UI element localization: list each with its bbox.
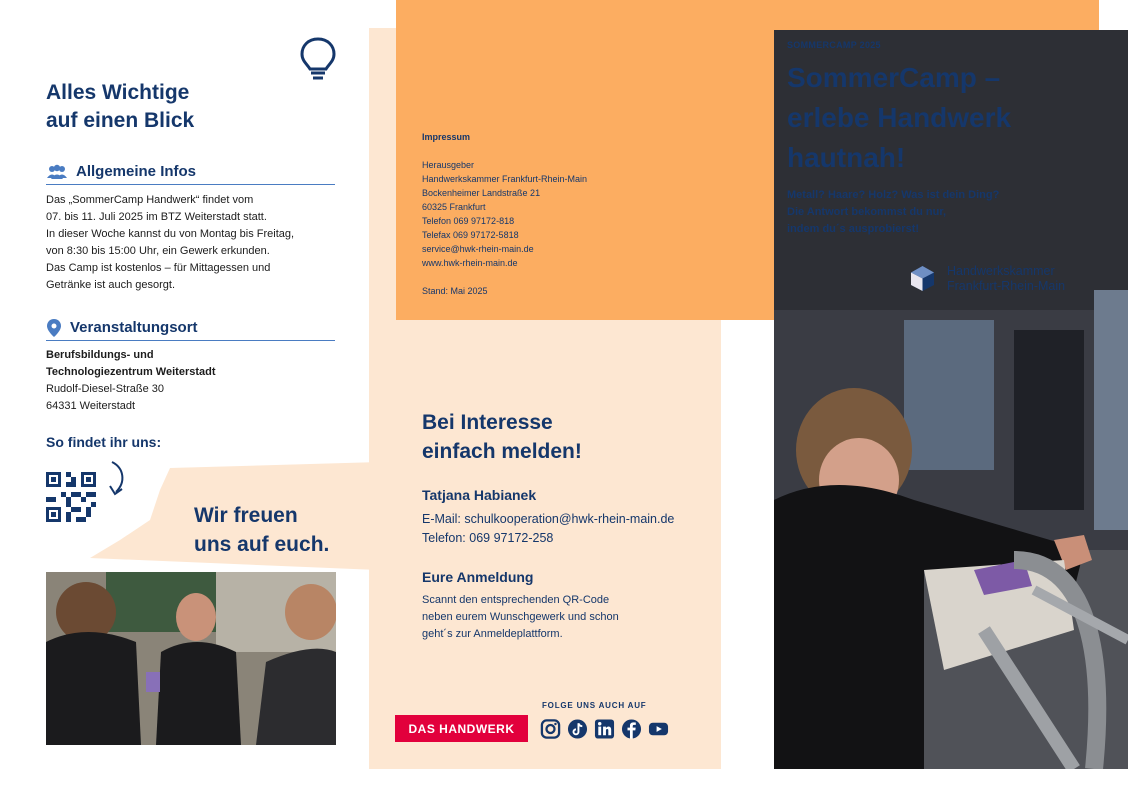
cover-eyebrow: SOMMERCAMP 2025 [787, 40, 881, 50]
cover-title-line: hautnah! [787, 142, 906, 173]
text-line: Getränke ist auch gesorgt. [46, 279, 176, 291]
registration-text [422, 592, 619, 643]
imprint-line: Telefon 069 97172-818 [422, 216, 515, 226]
find-us-label: So findet ihr uns: [46, 434, 162, 450]
cover-title [787, 58, 1011, 178]
cover-subtitle-line: Metall? Haare? Holz? Was ist dein Ding? [787, 189, 1000, 201]
workshop-photo [46, 572, 336, 745]
general-info-label: Allgemeine Infos [76, 163, 197, 180]
venue-label: Veranstaltungsort [70, 319, 198, 336]
text-line: In dieser Woche kannst du von Montag bis Freitag, [46, 228, 295, 240]
text-line: Das „SommerCamp Handwerk“ findet vom [46, 194, 254, 206]
registration-heading: Eure Anmeldung [422, 569, 534, 585]
imprint-line: Herausgeber [422, 160, 475, 170]
youtube-icon[interactable] [648, 718, 669, 740]
overview-title-line: auf einen Blick [46, 109, 195, 132]
text-line: geht´s zur Anmeldeplattform. [422, 628, 563, 640]
cover-title-line: erlebe Handwerk [787, 102, 1012, 133]
imprint-line: Telefax 069 97172-5818 [422, 230, 519, 240]
social-icons [540, 718, 669, 740]
facebook-icon[interactable] [621, 718, 642, 740]
venue-text [46, 347, 216, 415]
contact-email-link[interactable]: E-Mail: schulkooperation@hwk-rhein-main.de [422, 512, 675, 526]
location-pin-icon [46, 318, 62, 338]
follow-label: FOLGE UNS AUCH AUF [542, 701, 647, 710]
instagram-icon[interactable] [540, 718, 561, 740]
imprint-line: Handwerkskammer Frankfurt-Rhein-Main [422, 174, 588, 184]
imprint-website-link[interactable]: www.hwk-rhein-main.de [422, 258, 518, 268]
imprint-heading: Impressum [422, 132, 471, 142]
imprint [422, 130, 587, 298]
linkedin-icon[interactable] [594, 718, 615, 740]
overview-title-line: Alles Wichtige [46, 81, 190, 104]
imprint-line: Bockenheimer Landstraße 21 [422, 188, 541, 198]
text-line: neben eurem Wunschgewerk und schon [422, 611, 619, 623]
imprint-email-link[interactable]: service@hwk-rhein-main.de [422, 244, 534, 254]
org-name-line: Handwerkskammer [947, 264, 1055, 278]
overview-title [46, 79, 194, 135]
cover-subtitle-line: Die Antwort bekommst du nur, [787, 206, 947, 218]
greeting-line: Wir freuen [194, 504, 298, 527]
group-icon [46, 164, 68, 180]
venue-address-line: 64331 Weiterstadt [46, 400, 136, 412]
venue-name-line: Berufsbildungs- und [46, 349, 154, 361]
contact-title [422, 408, 582, 466]
das-handwerk-logo[interactable]: DAS HANDWERK [395, 715, 528, 742]
venue-name-line: Technologiezentrum Weiterstadt [46, 366, 216, 378]
contact-title-line: einfach melden! [422, 440, 582, 463]
contact-name: Tatjana Habianek [422, 487, 537, 503]
lightbulb-icon [299, 36, 337, 82]
text-line: Das Camp ist kostenlos – für Mittagessen und [46, 262, 271, 274]
text-line: von 8:30 bis 15:00 Uhr, ein Gewerk erkunden. [46, 245, 270, 257]
hwk-logo-text [947, 264, 1065, 294]
imprint-line: 60325 Frankfurt [422, 202, 486, 212]
contact-title-line: Bei Interesse [422, 411, 553, 434]
greeting-text [194, 501, 329, 559]
hwk-logo-icon [909, 265, 936, 292]
contact-phone[interactable]: Telefon: 069 97172-258 [422, 531, 554, 545]
greeting-line: uns auf euch. [194, 533, 330, 556]
cover-subtitle [787, 187, 999, 238]
cover-subtitle-line: indem du´s ausprobierst! [787, 223, 920, 235]
general-info-heading [46, 159, 335, 185]
venue-address-line: Rudolf-Diesel-Straße 30 [46, 383, 164, 395]
imprint-date: Stand: Mai 2025 [422, 286, 488, 296]
text-line: Scannt den entsprechenden QR-Code [422, 594, 610, 606]
venue-heading [46, 315, 335, 341]
contact-details [422, 510, 674, 548]
text-line: 07. bis 11. Juli 2025 im BTZ Weiterstadt statt. [46, 211, 267, 223]
tiktok-icon[interactable] [567, 718, 588, 740]
general-info-text [46, 192, 294, 294]
cover-title-line: SommerCamp – [787, 62, 1001, 93]
org-name-line: Frankfurt-Rhein-Main [947, 279, 1066, 293]
